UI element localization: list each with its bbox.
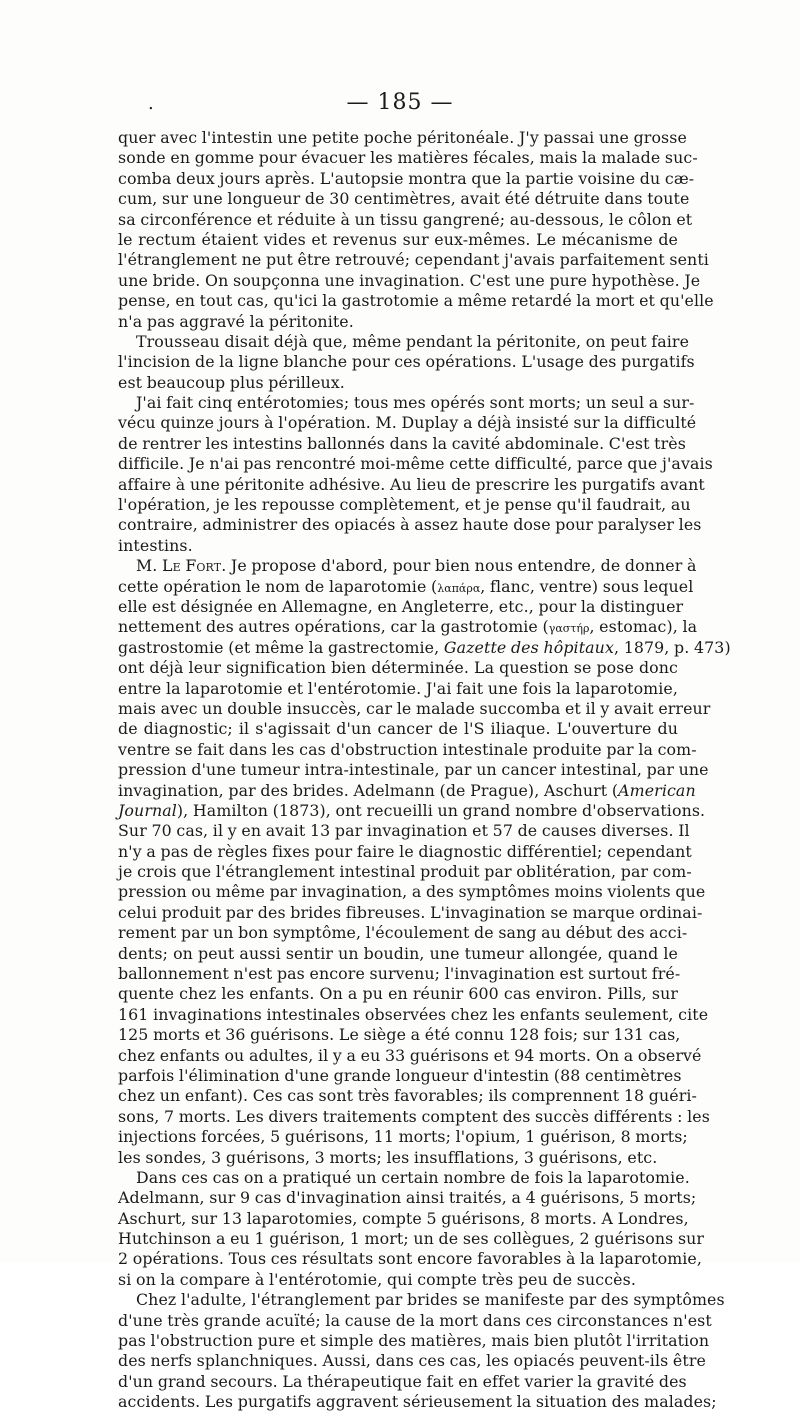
- line-text: gastrostomie (et même la gastrectomie,: [118, 637, 444, 657]
- text-line: [118, 760, 709, 780]
- text-line: [118, 393, 695, 413]
- text-line: [118, 637, 731, 658]
- line-text: est beaucoup plus périlleux.: [118, 372, 345, 392]
- line-text: injections forcées, 5 guérisons, 11 morts; l'opium, 1 guérison, 8 morts;: [118, 1127, 688, 1147]
- text-line: [118, 821, 690, 841]
- small-caps-name: Le Fort: [162, 556, 222, 576]
- text-line: [118, 882, 706, 902]
- text-line: [118, 800, 706, 821]
- text-line: [118, 1351, 706, 1371]
- text-line: [118, 719, 678, 739]
- line-text: l'étranglement ne put être retrouvé; cependant j'avais parfaitement senti: [118, 250, 709, 270]
- text-line: [118, 923, 688, 943]
- text-line: [118, 454, 713, 474]
- italic-text: American: [618, 780, 696, 800]
- line-text: d'une très grande acuïté; la cause de la mort dans ces circonstances n'est: [118, 1310, 712, 1330]
- line-text: Adelmann, sur 9 cas d'invagination ainsi traités, a 4 guérisons, 5 morts;: [118, 1188, 697, 1208]
- text-line: [118, 1229, 705, 1249]
- line-text: Chez l'adulte, l'étranglement par brides se manifeste par des symptômes: [136, 1290, 725, 1310]
- line-text: le rectum étaient vides et revenus sur eux-mêmes. Le mécanisme de: [118, 229, 678, 249]
- line-text: nettement des autres opérations, car la gastrotomie (: [118, 617, 549, 637]
- line-text: Dans ces cas on a pratiqué un certain nombre de fois la laparotomie.: [136, 1167, 690, 1187]
- text-line: [118, 1086, 697, 1106]
- line-text: elle est désignée en Allemagne, en Angleterre, etc., pour la distinguer: [118, 596, 684, 616]
- text-line: [118, 189, 690, 209]
- line-text: pense, en tout cas, qu'ici la gastrotomie a même retardé la mort et qu'elle: [118, 291, 714, 311]
- text-line: [118, 312, 678, 332]
- line-text: n'y a pas de règles fixes pour faire le diagnostic différentiel; cependant: [118, 841, 692, 861]
- line-text: vécu quinze jours à l'opération. M. Duplay a déjà insisté sur la difficulté: [118, 413, 697, 433]
- text-line: [118, 984, 678, 1004]
- line-text: une bride. On soupçonna une invagination. C'est une pure hypothèse. Je: [118, 270, 701, 290]
- text-line: [118, 515, 702, 535]
- body-text: [118, 128, 731, 1413]
- text-line: [118, 1310, 712, 1331]
- line-text: invagination, par des brides. Adelmann (de Prague), Aschurt (: [118, 780, 619, 800]
- line-text: pression ou même par invagination, a des symptômes moins violents que: [118, 882, 706, 902]
- text-line: [118, 291, 714, 311]
- line-text: comba deux jours après. L'autopsie montra que la partie voisine du cæ-: [118, 168, 695, 188]
- line-text: ballonnement n'est pas encore survenu; l'invagination est surtout fré-: [118, 964, 681, 984]
- page-number: — 185 —: [346, 90, 454, 115]
- line-text: quer avec l'intestin une petite poche péritonéale. J'y passai une grosse: [118, 128, 687, 147]
- text-line: [118, 556, 697, 576]
- line-text: ), Hamilton (1873), ont recueilli un grand nombre d'observations.: [176, 800, 706, 820]
- text-line: [118, 617, 698, 637]
- text-line: [118, 209, 693, 230]
- line-text: entre la laparotomie et l'entérotomie. J'ai fait une fois la laparotomie,: [118, 678, 678, 698]
- line-text: cette opération le nom de laparotomie (: [118, 576, 438, 596]
- line-text: Sur 70 cas, il y en avait 13 par invagination et 57 de causes diverses. Il: [118, 821, 690, 841]
- text-line: [118, 250, 709, 270]
- line-text: pas l'obstruction pure et simple des matières, mais bien plutôt l'irritation: [118, 1331, 710, 1351]
- line-text: n'a pas aggravé la péritonite.: [118, 311, 354, 331]
- line-text: Aschurt, sur 13 laparotomies, compte 5 guérisons, 8 morts. A Londres,: [118, 1208, 689, 1228]
- stray-mark: .: [148, 93, 154, 114]
- line-text: ventre se fait dans les cas d'obstruction intestinale produite par la com-: [118, 739, 697, 759]
- text-line: [118, 474, 705, 495]
- line-text: celui produit par des brides fibreuses. L'invagination se marque ordinai-: [118, 902, 703, 922]
- text-line: [118, 128, 687, 148]
- text-line: [118, 576, 694, 597]
- line-text: difficile. Je n'ai pas rencontré moi-même cette difficulté, parce que j'avais: [118, 454, 713, 474]
- line-text: parfois l'élimination d'une grande longueur d'intestin (88 centimètres: [118, 1065, 682, 1085]
- text-line: [118, 413, 697, 433]
- text-line: [118, 1127, 688, 1147]
- text-line: [118, 1331, 710, 1351]
- text-line: [118, 1106, 710, 1127]
- text-line: [118, 1392, 717, 1412]
- line-text: . Je propose d'abord, pour bien nous entendre, de donner à: [221, 556, 697, 576]
- text-line: [118, 739, 697, 760]
- line-text: Hutchinson a eu 1 guérison, 1 mort; un de ses collègues, 2 guérisons sur: [118, 1229, 705, 1249]
- line-text: les sondes, 3 guérisons, 3 morts; les insufflations, 3 guérisons, etc.: [118, 1147, 658, 1167]
- line-text: accidents. Les purgatifs aggravent sérieusement la situation des malades;: [118, 1392, 717, 1412]
- text-line: [118, 841, 692, 862]
- line-text: , flanc, ventre) sous lequel: [480, 576, 694, 596]
- line-text: M.: [136, 556, 163, 576]
- line-text: sonde en gomme pour évacuer les matières fécales, mais la malade suc-: [118, 148, 698, 168]
- text-line: [118, 780, 696, 801]
- line-text: dents; on peut aussi sentir un boudin, une tumeur allongée, quand le: [118, 943, 678, 963]
- line-text: d'un grand secours. La thérapeutique fait en effet varier la gravité des: [118, 1371, 687, 1391]
- text-line: [118, 148, 698, 168]
- line-text: , 1879, p. 473): [613, 637, 731, 657]
- line-text: J'ai fait cinq entérotomies; tous mes opérés sont morts; un seul a sur-: [136, 393, 695, 413]
- text-line: [118, 698, 711, 719]
- line-text: intestins.: [118, 535, 193, 555]
- text-line: [118, 373, 678, 393]
- line-text: l'opération, je les repousse complètement, et je pense qu'il faudrait, au: [118, 495, 691, 515]
- text-line: [118, 902, 703, 923]
- text-line: [118, 168, 695, 189]
- line-text: rement par un bon symptôme, l'écoulement de sang au début des acci-: [118, 923, 688, 943]
- text-line: [118, 1004, 709, 1025]
- greek-word: λαπάρα: [437, 581, 481, 595]
- text-line: [118, 331, 690, 352]
- text-line: [118, 679, 678, 699]
- line-text: de rentrer les intestins ballonnés dans la cavité abdominale. C'est très: [118, 433, 686, 453]
- line-text: 125 morts et 36 guérisons. Le siège a été connu 128 fois; sur 131 cas,: [118, 1025, 681, 1045]
- line-text: cum, sur une longueur de 30 centimètres, avait été détruite dans toute: [118, 189, 690, 209]
- line-text: , estomac), la: [589, 617, 698, 637]
- text-line: [118, 1025, 681, 1045]
- line-text: si on la compare à l'entérotomie, qui compte très peu de succès.: [118, 1269, 636, 1289]
- line-text: de diagnostic; il s'agissait d'un cancer de l'S iliaque. L'ouverture du: [118, 719, 678, 739]
- line-text: sons, 7 morts. Les divers traitements comptent des succès différents : les: [118, 1106, 710, 1126]
- line-text: 2 opérations. Tous ces résultats sont encore favorables à la laparotomie,: [118, 1249, 702, 1269]
- line-text: je crois que l'étranglement intestinal produit par oblitération, par com-: [118, 862, 692, 882]
- text-line: [118, 964, 681, 984]
- line-text: sa circonférence et réduite à un tissu gangrené; au-dessous, le côlon et: [118, 209, 693, 229]
- line-text: chez enfants ou adultes, il y a eu 33 guérisons et 94 morts. On a observé: [118, 1045, 702, 1065]
- greek-word: γαστήρ: [548, 622, 590, 636]
- text-line: [118, 862, 692, 882]
- text-line: [118, 944, 678, 964]
- line-text: quente chez les enfants. On a pu en réunir 600 cas environ. Pills, sur: [118, 984, 678, 1004]
- text-line: [118, 1371, 687, 1392]
- line-text: affaire à une péritonite adhésive. Au lieu de prescrire les purgatifs avant: [118, 474, 705, 494]
- line-text: pression d'une tumeur intra-intestinale, par un cancer intestinal, par une: [118, 760, 709, 780]
- text-line: [118, 1270, 678, 1290]
- text-line: [118, 1148, 678, 1168]
- text-line: [118, 230, 678, 250]
- text-line: [118, 658, 678, 678]
- text-line: [118, 1188, 697, 1208]
- text-line: [118, 433, 686, 454]
- text-line: [118, 270, 701, 291]
- line-text: des nerfs splanchniques. Aussi, dans ces cas, les opiacés peuvent-ils être: [118, 1351, 706, 1371]
- line-text: l'incision de la ligne blanche pour ces opérations. L'usage des purgatifs: [118, 352, 695, 372]
- text-line: [118, 596, 684, 617]
- italic-text: Journal: [118, 800, 177, 820]
- line-text: ont déjà leur signification bien déterminée. La question se pose donc: [118, 658, 678, 678]
- text-line: [118, 1249, 702, 1269]
- line-text: contraire, administrer des opiacés à assez haute dose pour paralyser les: [118, 515, 702, 535]
- text-line: [118, 536, 678, 556]
- line-text: Trousseau disait déjà que, même pendant la péritonite, on peut faire: [136, 331, 690, 351]
- text-line: [118, 1065, 682, 1086]
- line-text: mais avec un double insuccès, car le malade succomba et il y avait erreur: [118, 698, 711, 718]
- text-line: [118, 1167, 690, 1188]
- text-line: [118, 1045, 702, 1066]
- text-line: [118, 495, 691, 515]
- text-line: [118, 352, 695, 372]
- line-text: chez un enfant). Ces cas sont très favorables; ils comprennent 18 guéri-: [118, 1086, 697, 1106]
- line-text: 161 invaginations intestinales observées chez les enfants seulement, cite: [118, 1004, 709, 1024]
- italic-text: Gazette des hôpitaux: [443, 637, 614, 657]
- text-line: [118, 1290, 725, 1310]
- text-line: [118, 1208, 689, 1229]
